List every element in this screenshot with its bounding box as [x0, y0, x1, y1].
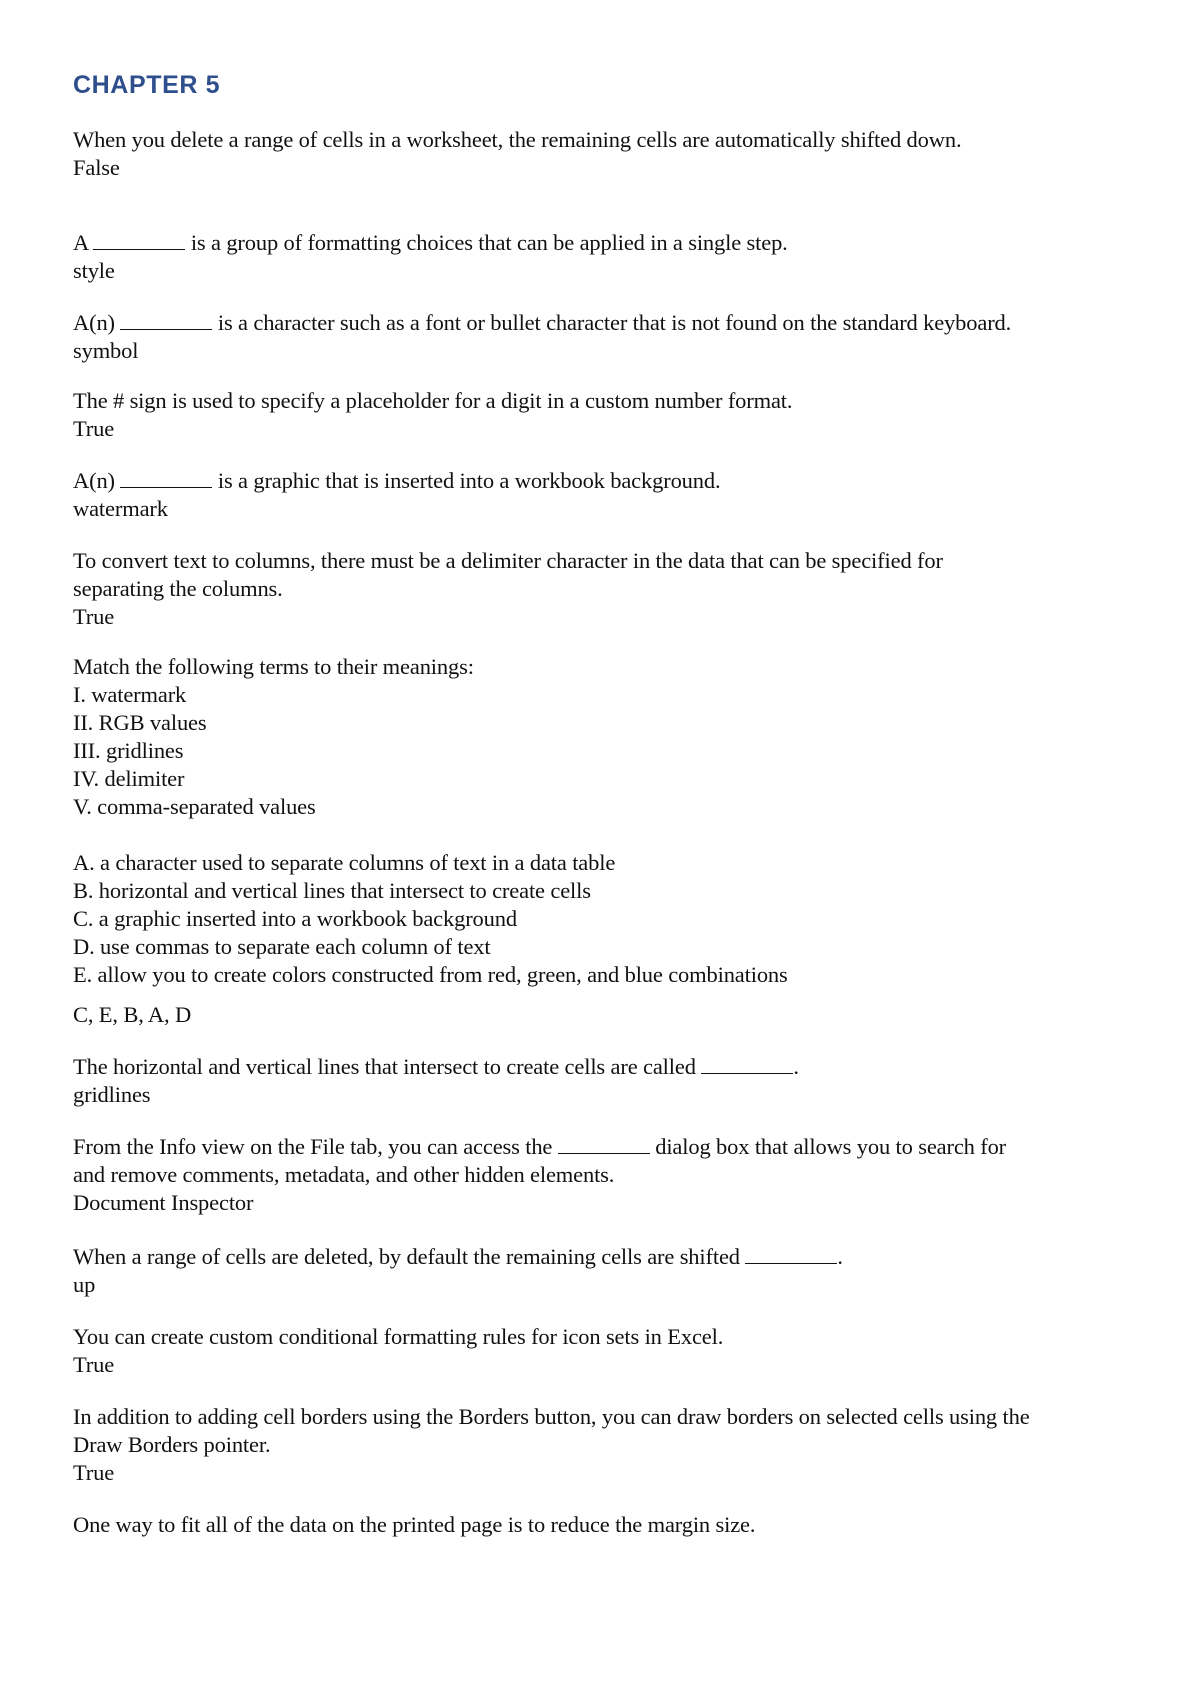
prompt-before-blank: When a range of cells are deleted, by default the remaining cells are shifted — [73, 1244, 740, 1269]
question-7-matching — [73, 653, 1143, 1029]
fill-in-blank — [93, 229, 185, 250]
question-answer: watermark — [73, 496, 168, 521]
question-answer: True — [73, 416, 115, 441]
question-prompt-line-1: In addition to adding cell borders using the Borders button, you can draw borders on selected cells using the — [73, 1404, 1030, 1429]
question-prompt-line-2: Draw Borders pointer. — [73, 1432, 271, 1457]
question-answer: style — [73, 258, 115, 283]
question-prompt-line-1: To convert text to columns, there must be a delimiter character in the data that can be specified for — [73, 548, 943, 573]
question-answer: Document Inspector — [73, 1190, 254, 1215]
question-prompt — [73, 229, 1143, 257]
fill-in-blank — [120, 309, 212, 330]
matching-term: V. comma-separated values — [73, 794, 316, 819]
question-13 — [73, 1511, 1143, 1539]
fill-in-blank — [558, 1133, 650, 1154]
question-prompt-line-1 — [73, 1133, 1143, 1161]
question-prompt: One way to fit all of the data on the printed page is to reduce the margin size. — [73, 1512, 756, 1537]
prompt-before-blank: A(n) — [73, 468, 115, 493]
question-answer: True — [73, 604, 115, 629]
question-answer: True — [73, 1460, 115, 1485]
matching-term: I. watermark — [73, 682, 187, 707]
question-prompt — [73, 1243, 1143, 1271]
question-6 — [73, 547, 1143, 631]
fill-in-blank — [120, 467, 212, 488]
question-prompt — [73, 309, 1143, 337]
question-prompt-line-2: and remove comments, metadata, and other hidden elements. — [73, 1162, 615, 1187]
question-answer: C, E, B, A, D — [73, 1002, 192, 1027]
prompt-before-blank: The horizontal and vertical lines that intersect to create cells are called — [73, 1054, 696, 1079]
question-9 — [73, 1133, 1143, 1217]
fill-in-blank — [745, 1243, 837, 1264]
question-prompt: When you delete a range of cells in a worksheet, the remaining cells are automatically shifted down. — [73, 127, 962, 152]
question-1 — [73, 126, 1143, 182]
chapter-title: CHAPTER 5 — [73, 71, 221, 99]
question-prompt — [73, 467, 1143, 495]
question-12 — [73, 1403, 1143, 1487]
question-prompt — [73, 1053, 1143, 1081]
question-11 — [73, 1323, 1143, 1379]
matching-term: IV. delimiter — [73, 766, 185, 791]
question-prompt-line-2: separating the columns. — [73, 576, 283, 601]
matching-term: III. gridlines — [73, 738, 184, 763]
matching-meaning: A. a character used to separate columns of text in a data table — [73, 850, 616, 875]
question-5 — [73, 467, 1143, 523]
matching-meaning: D. use commas to separate each column of text — [73, 934, 491, 959]
prompt-after-blank: is a graphic that is inserted into a workbook background. — [217, 468, 721, 493]
question-10 — [73, 1243, 1143, 1299]
matching-meaning: B. horizontal and vertical lines that intersect to create cells — [73, 878, 591, 903]
question-8 — [73, 1053, 1143, 1109]
prompt-after-blank: . — [793, 1054, 799, 1079]
prompt-after-blank: dialog box that allows you to search for — [655, 1134, 1007, 1159]
question-prompt: You can create custom conditional formatting rules for icon sets in Excel. — [73, 1324, 724, 1349]
question-answer: gridlines — [73, 1082, 151, 1107]
question-2 — [73, 229, 1143, 285]
prompt-after-blank: . — [837, 1244, 843, 1269]
document-page — [73, 70, 1143, 1539]
question-answer: False — [73, 155, 120, 180]
prompt-before-blank: A — [73, 230, 88, 255]
prompt-after-blank: is a group of formatting choices that can be applied in a single step. — [190, 230, 788, 255]
question-answer: up — [73, 1272, 96, 1297]
fill-in-blank — [701, 1053, 793, 1074]
prompt-before-blank: From the Info view on the File tab, you can access the — [73, 1134, 553, 1159]
matching-intro: Match the following terms to their meanings: — [73, 654, 474, 679]
matching-meaning: E. allow you to create colors constructed from red, green, and blue combinations — [73, 962, 788, 987]
matching-meaning: C. a graphic inserted into a workbook background — [73, 906, 517, 931]
prompt-after-blank: is a character such as a font or bullet character that is not found on the standard keyboard. — [217, 310, 1012, 335]
prompt-before-blank: A(n) — [73, 310, 115, 335]
question-prompt: The # sign is used to specify a placeholder for a digit in a custom number format. — [73, 388, 793, 413]
matching-term: II. RGB values — [73, 710, 207, 735]
question-4 — [73, 387, 1143, 443]
question-answer: symbol — [73, 338, 139, 363]
question-answer: True — [73, 1352, 115, 1377]
question-3 — [73, 309, 1143, 365]
